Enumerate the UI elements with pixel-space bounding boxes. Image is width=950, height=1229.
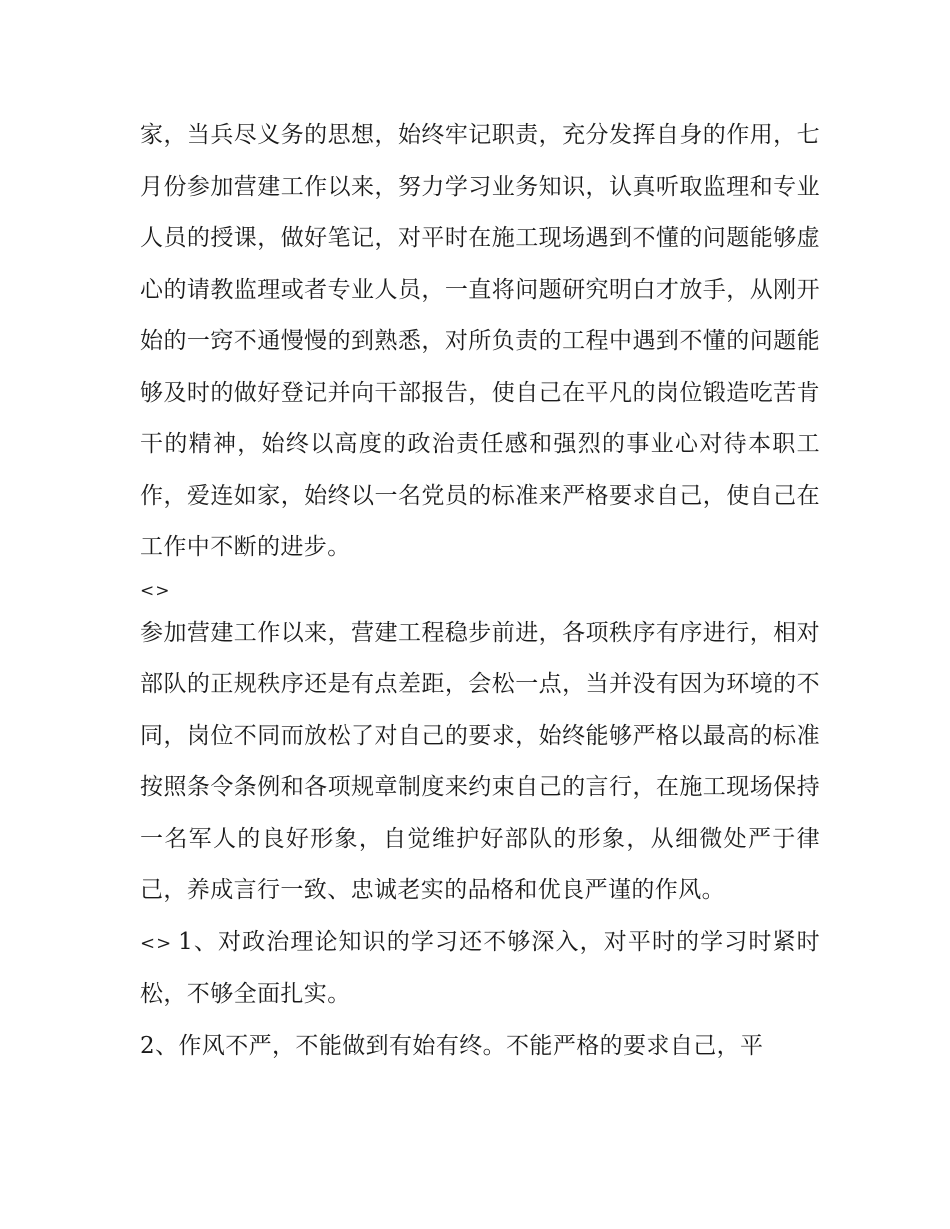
paragraph-discipline: 参加营建工作以来，营建工程稳步前进，各项秩序有序进行，相对部队的正规秩序还是有点差距，会松一点，当并没有因为环境的不同，岗位不同而放松了对自己的要求，始终能够严格以最高的标准按照条令条例和各项规章制度来约束自己的言行，在施工现场保持一名军人的良好形象，自觉维护好部队的形象，从细微处严于律己，养成言行一致、忠诚老实的品格和优良严谨的作风。 xyxy=(140,619,820,903)
section-marker-inline: <> xyxy=(140,932,173,954)
paragraph-work-study: 家，当兵尽义务的思想，始终牢记职责，充分发挥自身的作用，七月份参加营建工作以来，努力学习业务知识，认真听取监理和专业人员的授课，做好笔记，对平时在施工现场遇到不懂的问题能够虚心的请教监理或者专业人员，一直将问题研究明白才放手，从刚开始的一窍不通慢慢的到熟悉，对所负责的工程中遇到不懂的问题能够及时的做好登记并向干部报告，使自己在平凡的岗位锻造吃苦肯干的精神，始终以高度的政治责任感和强烈的事业心对待本职工作，爱连如家，始终以一名党员的标准来严格要求自己，使自己在工作中不断的进步。 xyxy=(140,122,820,560)
section-marker: <> xyxy=(140,580,171,601)
paragraph-shortcoming-1-text: 1、对政治理论知识的学习还不够深入，对平时的学习时紧时松，不够全面扎实。 xyxy=(140,928,820,1007)
paragraph-shortcoming-1 xyxy=(140,917,820,1021)
document-body xyxy=(140,110,820,1072)
paragraph-shortcoming-2: 2、作风不严，不能做到有始有终。不能严格的要求自己，平 xyxy=(140,1032,764,1059)
